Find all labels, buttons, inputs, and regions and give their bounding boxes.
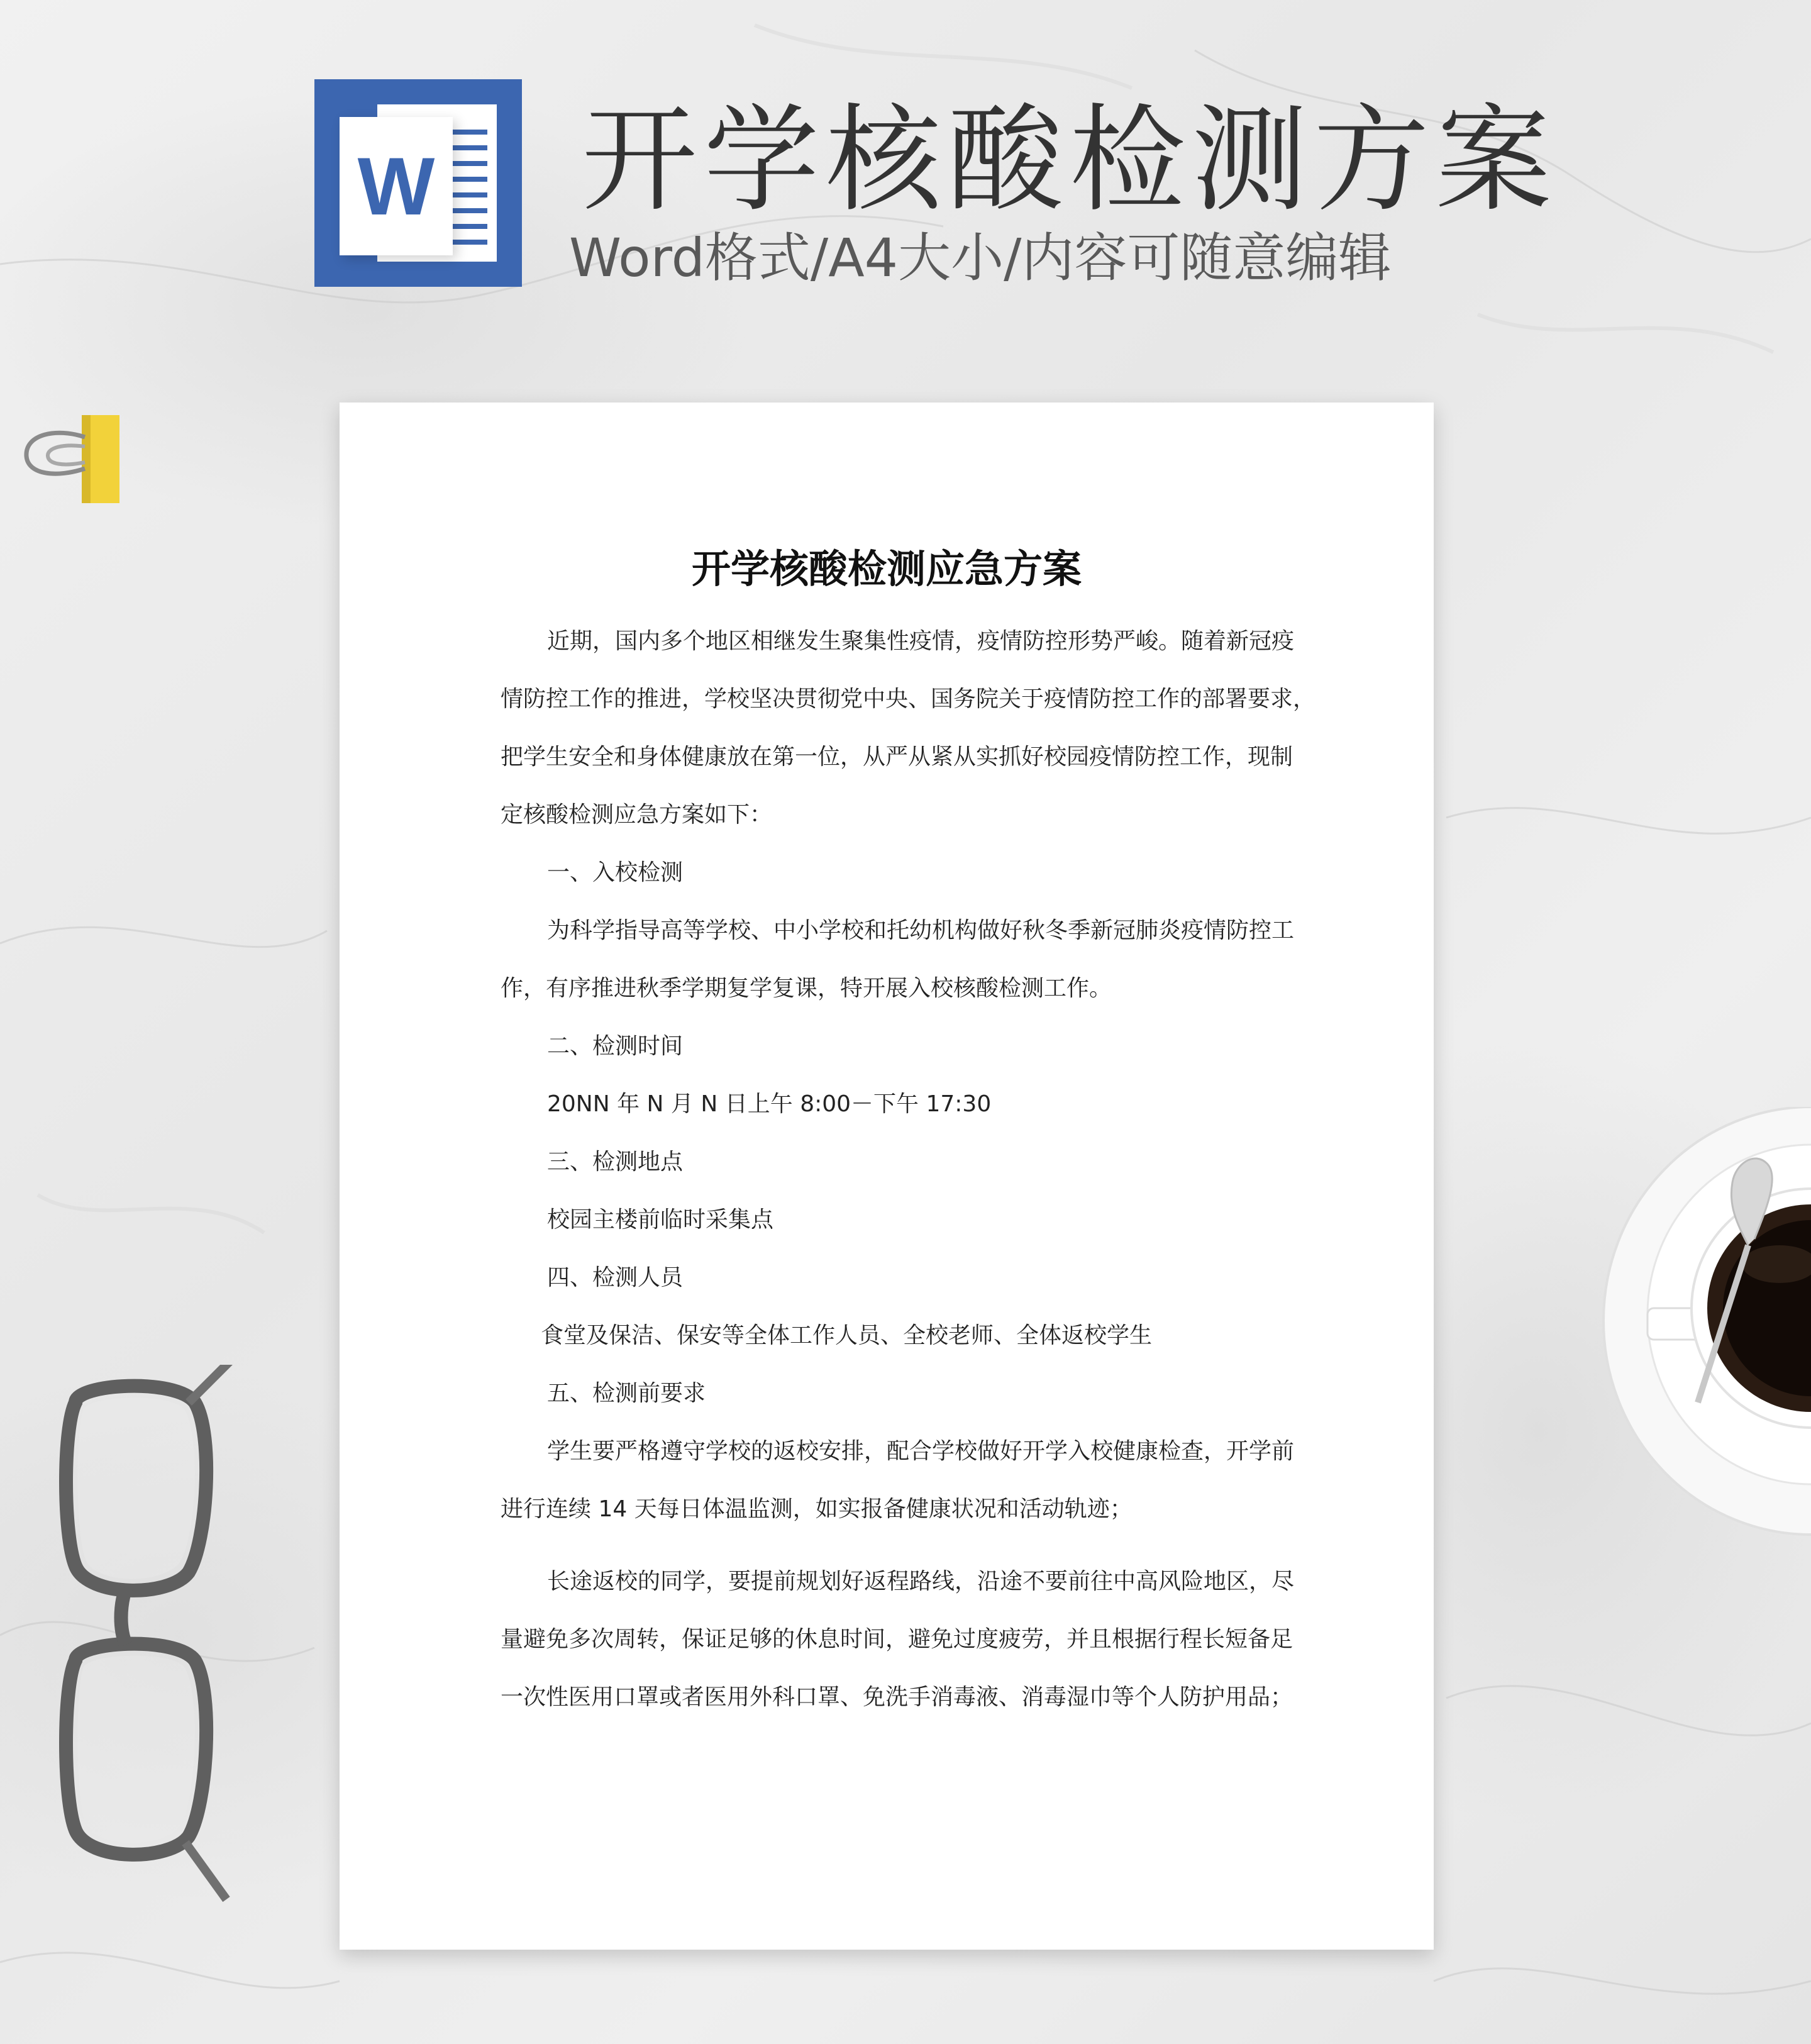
section-heading: 四、检测人员 (547, 1265, 684, 1291)
paragraph-line: 进行连续 14 天每日体温监测，如实报备健康状况和活动轨迹； (501, 1496, 1133, 1522)
word-logo-letter: W (357, 140, 435, 232)
paragraph-line: 作，有序推进秋季学期复学复课，特开展入校核酸检测工作。 (501, 975, 1112, 1001)
section-heading: 一、入校检测 (547, 860, 684, 886)
paragraph-line: 定核酸检测应急方案如下： (501, 802, 773, 828)
paragraph-line: 把学生安全和身体健康放在第一位，从严从紧从实抓好校园疫情防控工作，现制 (501, 744, 1293, 770)
paragraph-line: 量避免多次周转，保证足够的休息时间，避免过度疲劳，并且根据行程长短备足 (501, 1626, 1293, 1652)
paragraph-line: 食堂及保洁、保安等全体工作人员、全校老师、全体返校学生 (541, 1323, 1153, 1348)
paragraph-line: 校园主楼前临时采集点 (547, 1207, 774, 1233)
document-title: 开学核酸检测应急方案 (691, 546, 1082, 592)
word-logo-icon (314, 79, 522, 287)
paragraph-line: 近期，国内多个地区相继发生聚集性疫情，疫情防控形势严峻。随着新冠疫 (547, 628, 1295, 654)
page-title: 开学核酸检测方案 (582, 93, 1558, 228)
coffee-cup-icon (1591, 1107, 1811, 1547)
page-subtitle: Word格式/A4大小/内容可随意编辑 (569, 227, 1392, 289)
paragraph-line: 一次性医用口罩或者医用外科口罩、免洗手消毒液、消毒湿巾等个人防护用品； (501, 1684, 1293, 1710)
paragraph-line: 情防控工作的推进，学校坚决贯彻党中央、国务院关于疫情防控工作的部署要求， (501, 686, 1316, 712)
paragraph-line: 长途返校的同学，要提前规划好返程路线，沿途不要前往中高风险地区，尽 (547, 1569, 1295, 1594)
paragraph-line: 学生要严格遵守学校的返校安排，配合学校做好开学入校健康检查，开学前 (547, 1438, 1295, 1464)
binder-clip-icon (19, 409, 132, 509)
paragraph-line: 20NN 年 N 月 N 日上午 8:00－下午 17:30 (547, 1091, 992, 1117)
glasses-icon (50, 1365, 239, 1906)
paragraph-line: 为科学指导高等学校、中小学校和托幼机构做好秋冬季新冠肺炎疫情防控工 (547, 918, 1295, 943)
section-heading: 五、检测前要求 (547, 1380, 706, 1406)
section-heading: 二、检测时间 (547, 1033, 684, 1059)
section-heading: 三、检测地点 (547, 1149, 684, 1175)
document-page (340, 403, 1434, 1950)
